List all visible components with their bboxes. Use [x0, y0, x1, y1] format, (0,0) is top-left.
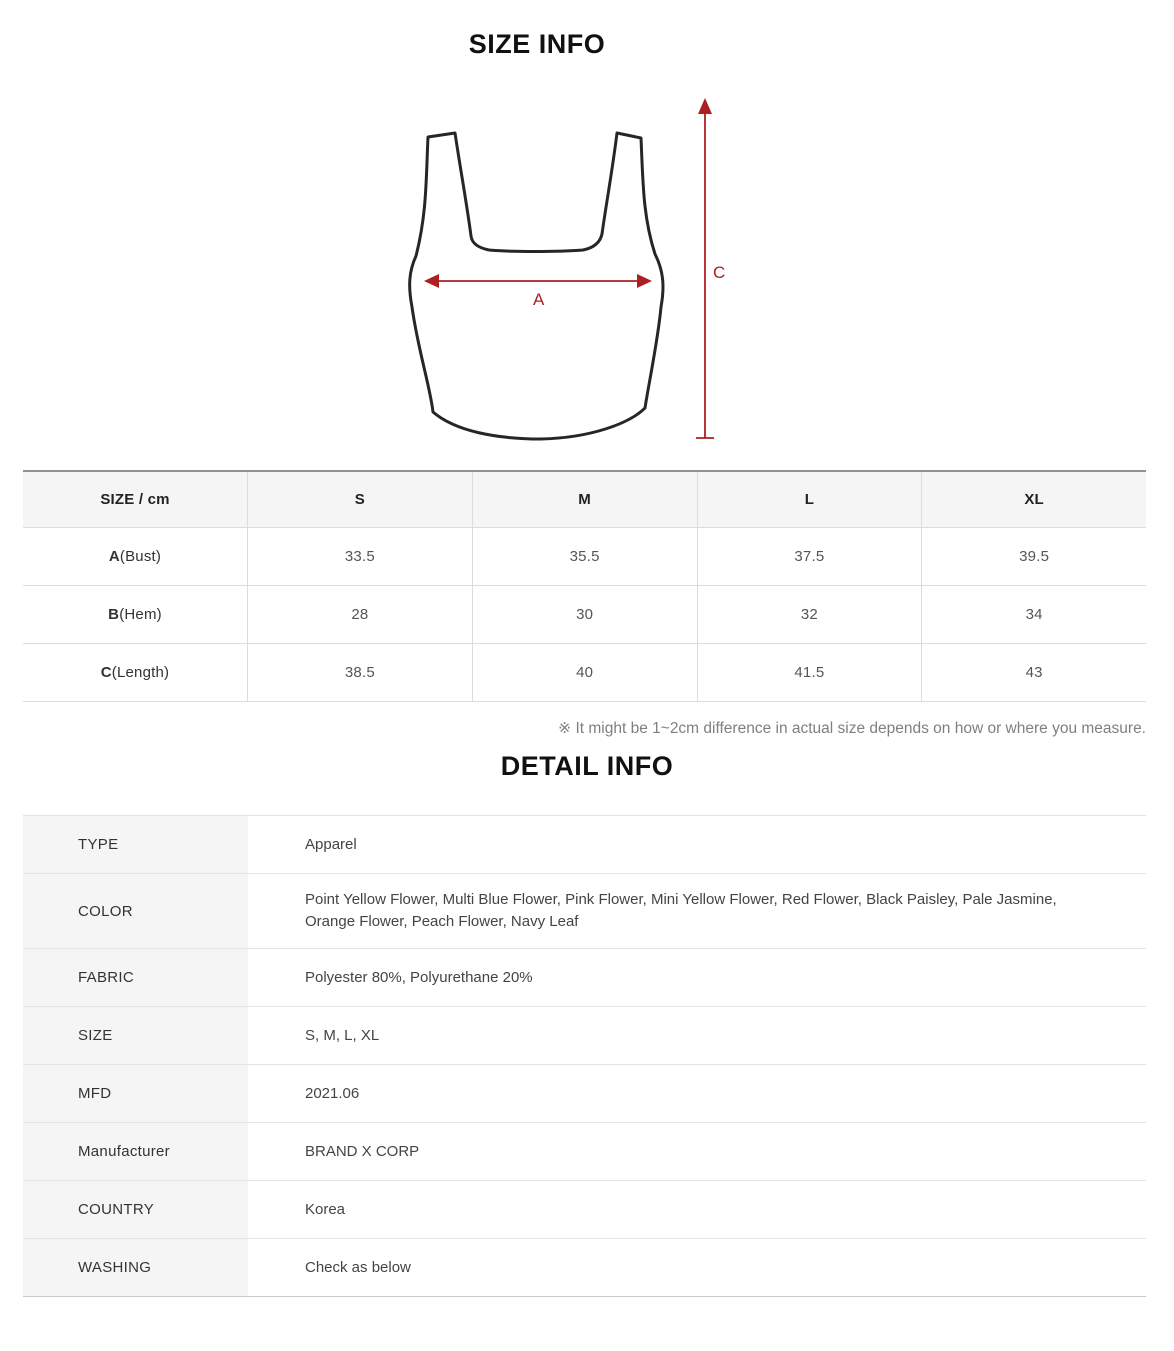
detail-info-title: DETAIL INFO	[500, 751, 674, 781]
size-table-row-label	[23, 644, 248, 701]
size-table-value-cell: 28	[248, 586, 473, 643]
detail-label-color: COLOR	[23, 874, 248, 948]
size-table-value-cell: 41.5	[698, 644, 923, 701]
detail-value-manufacturer: BRAND X CORP	[305, 1142, 420, 1160]
garment-measurement-diagram	[393, 93, 738, 448]
detail-value-type: Apparel	[305, 835, 357, 853]
size-note: ※ It might be 1~2cm difference in actual size depends on how or where you measure.	[558, 720, 1146, 737]
size-label-letter: C	[100, 664, 112, 681]
size-info-title	[0, 28, 1174, 60]
product-info-page	[0, 28, 1174, 1297]
detail-label-manufacturer: Manufacturer	[23, 1123, 248, 1180]
size-label-letter: A	[108, 548, 120, 565]
tank-top-outline	[410, 133, 663, 439]
detail-table	[23, 815, 1146, 1297]
detail-table-row	[23, 1123, 1146, 1181]
size-table-row	[23, 528, 1146, 586]
size-table-value-cell: 33.5	[248, 528, 473, 585]
detail-value-fabric: Polyester 80%, Polyurethane 20%	[305, 968, 533, 986]
detail-value-color: Point Yellow Flower, Multi Blue Flower, Pink Flower, Mini Yellow Flower, Red Flower, Black Paisley, Pale Jasmine, Orange Flower, Peach Flower, Navy Leaf	[305, 891, 1057, 930]
size-label-rest: (Bust)	[119, 548, 162, 565]
detail-label-type: TYPE	[23, 816, 248, 873]
size-label-rest: (Hem)	[119, 606, 162, 623]
bust-width-arrow	[424, 274, 652, 288]
size-table-value-cell: 32	[698, 586, 923, 643]
size-table-header-cell: S	[248, 472, 473, 527]
detail-table-row	[23, 949, 1146, 1007]
size-table-value-cell: 34	[1025, 606, 1043, 623]
detail-label-country: COUNTRY	[23, 1181, 248, 1238]
detail-label-fabric: FABRIC	[23, 949, 248, 1006]
size-table-row-label	[23, 586, 248, 643]
detail-table-row	[23, 1239, 1146, 1297]
garment-diagram-svg	[393, 93, 738, 448]
size-table-value-cell: 43	[1025, 664, 1043, 681]
size-table-value-cell: 38.5	[248, 644, 473, 701]
size-table-row-label	[23, 528, 248, 585]
size-table	[23, 470, 1146, 702]
size-table-value-cell: 37.5	[698, 528, 923, 585]
size-table-value-cell: 35.5	[473, 528, 698, 585]
detail-value-mfd: 2021.06	[305, 1084, 360, 1102]
size-table-value-cell: 40	[473, 644, 698, 701]
size-table-header-cell: SIZE / cm	[23, 472, 248, 527]
size-table-row	[23, 586, 1146, 644]
detail-value-size: S, M, L, XL	[305, 1026, 380, 1044]
size-info-title-text: SIZE INFO	[468, 29, 606, 59]
detail-table-row	[23, 1065, 1146, 1123]
measure-label-a: A	[533, 290, 546, 309]
detail-value-country: Korea	[305, 1200, 346, 1218]
detail-label-mfd: MFD	[23, 1065, 248, 1122]
size-table-header-cell: L	[698, 472, 923, 527]
size-table-row	[23, 644, 1146, 702]
length-arrow	[696, 98, 714, 438]
detail-label-washing: WASHING	[23, 1239, 248, 1296]
detail-label-size: SIZE	[23, 1007, 248, 1064]
size-label-letter: B	[108, 606, 120, 623]
size-label-rest: (Length)	[111, 664, 170, 681]
detail-table-row	[23, 1007, 1146, 1065]
detail-value-washing: Check as below	[305, 1258, 411, 1276]
detail-table-row	[23, 816, 1146, 874]
measure-label-c: C	[713, 263, 727, 282]
detail-table-row	[23, 874, 1146, 949]
size-table-header-cell: M	[473, 472, 698, 527]
detail-table-row	[23, 1181, 1146, 1239]
size-table-value-cell: 39.5	[1019, 548, 1050, 565]
size-table-value-cell: 30	[473, 586, 698, 643]
size-table-header-row	[23, 472, 1146, 528]
size-table-header-cell: XL	[1024, 491, 1044, 508]
